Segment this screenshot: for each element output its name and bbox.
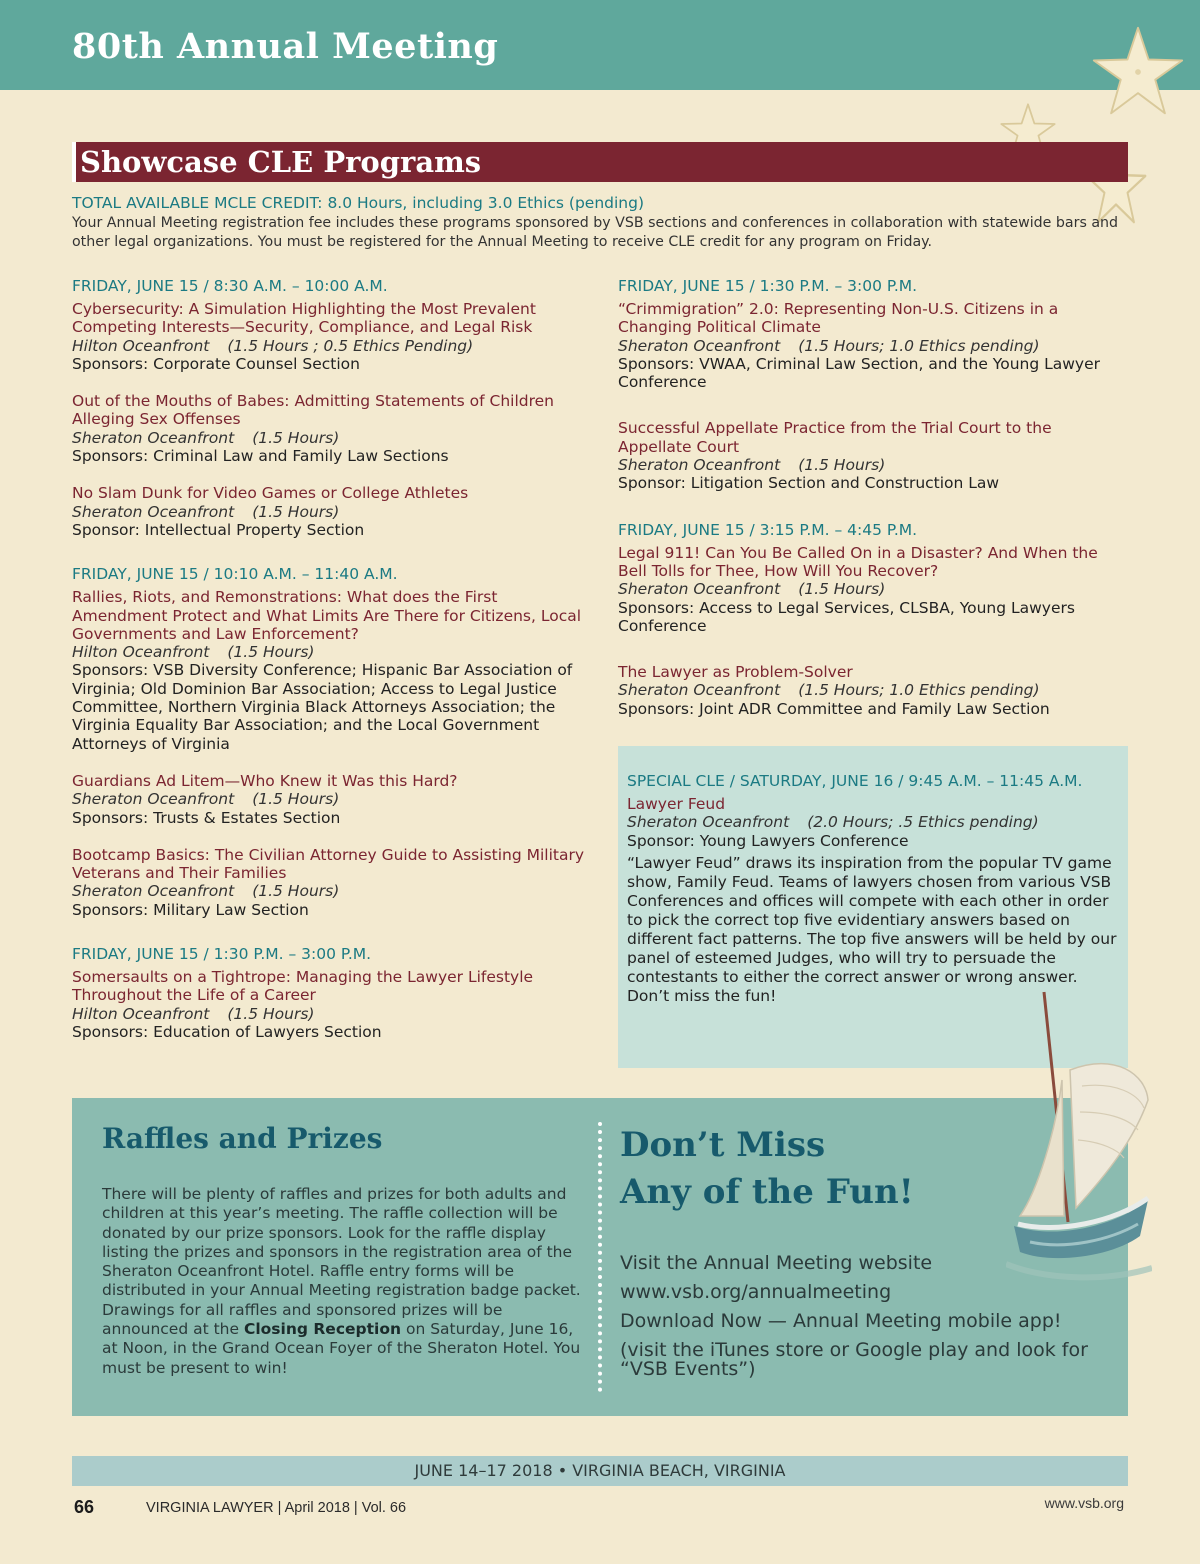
- raffles-title: Raffles and Prizes: [102, 1122, 383, 1155]
- website-label: Visit the Annual Meeting website: [620, 1252, 933, 1274]
- credit-hours: (1.5 Hours ; 0.5 Ethics Pending): [227, 336, 474, 355]
- credit-hours: (2.0 Hours; .5 Ethics pending): [807, 813, 1039, 832]
- session-item: [627, 795, 1119, 850]
- session-title: Out of the Mouths of Babes: Admitting Statements of Children Alleging Sex Offenses: [72, 392, 554, 429]
- credit-total: TOTAL AVAILABLE MCLE CREDIT: 8.0 Hours, including 3.0 Ethics (pending): [72, 194, 645, 212]
- session-item: [72, 588, 592, 753]
- fun-title-line: Any of the Fun!: [620, 1172, 914, 1212]
- session-sponsors: Sponsors: Criminal Law and Family Law Sections: [72, 447, 449, 466]
- venue: Sheraton Oceanfront: [72, 502, 235, 521]
- fun-title-line: Don’t Miss: [620, 1125, 826, 1165]
- app-store-note: (visit the iTunes store or Google play and look for “VSB Events”): [620, 1339, 1088, 1380]
- publication-info: VIRGINIA LAWYER | April 2018 | Vol. 66: [146, 1500, 407, 1516]
- session-sponsors: Sponsor: Young Lawyers Conference: [627, 831, 909, 850]
- session-sponsors: Sponsor: Intellectual Property Section: [72, 520, 365, 539]
- divider: [598, 1122, 602, 1392]
- section-title-bar: [72, 142, 1128, 182]
- top-banner: [0, 0, 1200, 90]
- venue: Hilton Oceanfront: [72, 643, 210, 662]
- section-title: Showcase CLE Programs: [80, 145, 482, 179]
- session-item: [72, 772, 592, 827]
- session-location: [627, 813, 1119, 831]
- sailboat-icon: [1006, 990, 1152, 1290]
- credit-hours: (1.5 Hours): [252, 882, 340, 901]
- session-item: [618, 544, 1128, 635]
- session-description: “Lawyer Feud” draws its inspiration from the popular TV game show, Family Feud. Teams of lawyers chosen from various VSB Conferences and offices will compete with each other in order to pick the correct top five evidentiary answers based on different fact patterns. The top five answers will be held by our panel of esteemed Judges, who will try to persuade the contestants to either the correct answer or wrong answer.: [627, 853, 1117, 986]
- raffles-text: [102, 1185, 582, 1378]
- time-heading: FRIDAY, JUNE 15 / 1:30 P.M. – 3:00 P.M.: [72, 945, 372, 964]
- right-column: [618, 277, 1128, 718]
- session-title: “Crimmigration” 2.0: Representing Non-U.S. Citizens in a Changing Political Climate: [618, 300, 1059, 337]
- venue: Sheraton Oceanfront: [627, 813, 790, 832]
- fun-title: [620, 1122, 914, 1216]
- venue: Sheraton Oceanfront: [618, 580, 781, 599]
- session-title: Somersaults on a Tightrope: Managing the Lawyer Lifestyle Throughout the Life of a Career: [72, 968, 534, 1005]
- session-sponsors: Sponsors: VSB Diversity Conference; Hispanic Bar Association of Virginia; Old Dominion Bar Association; Access to Legal Justice Committee, Northern Virginia Black Attorneys Association; the Virginia Equality Bar Association; and the Local Government Attorneys of Virginia: [72, 661, 573, 753]
- session-location: [618, 681, 1128, 699]
- intro-text: Your Annual Meeting registration fee includes these programs sponsored by VSB sections and conferences in collaboration with statewide bars and other legal organizations. You must be registered for the Annual Meeting to receive CLE credit for any program on Friday.: [72, 215, 1119, 250]
- session-title: Cybersecurity: A Simulation Highlighting the Most Prevalent Competing Interests—Security, Compliance, and Legal Risk: [72, 300, 536, 337]
- time-heading: FRIDAY, JUNE 15 / 8:30 A.M. – 10:00 A.M.: [72, 277, 388, 295]
- credit-hours: (1.5 Hours; 1.0 Ethics pending): [798, 681, 1040, 700]
- credit-hours: (1.5 Hours): [798, 456, 886, 475]
- session-location: [72, 1005, 592, 1023]
- event-dates-bar: JUNE 14–17 2018 • VIRGINIA BEACH, VIRGINIA: [72, 1456, 1128, 1486]
- time-heading: SPECIAL CLE / SATURDAY, JUNE 16 / 9:45 A.M. – 11:45 A.M.: [627, 772, 1083, 790]
- credit-hours: (1.5 Hours; 1.0 Ethics pending): [798, 336, 1040, 355]
- credit-hours: (1.5 Hours): [252, 428, 340, 447]
- session-item: [72, 300, 592, 373]
- venue: Hilton Oceanfront: [72, 1004, 210, 1023]
- session-location: [72, 790, 592, 808]
- time-heading: FRIDAY, JUNE 15 / 3:15 P.M. – 4:45 P.M.: [618, 520, 918, 539]
- session-title: Lawyer Feud: [627, 795, 726, 813]
- raffles-text-start: There will be plenty of raffles and prizes for both adults and children at this year’s meeting. The raffle collection will be donated by our prize sponsors. Look for the raffle display listing the prizes and sponsors in the registration area of the Sheraton Oceanfront Hotel. Raffle entry forms will be distributed in your Annual Meeting registration badge packet. Drawings for all raffles and sponsored prizes will be announced at the: [102, 1185, 581, 1339]
- session-location: [72, 503, 592, 521]
- session-sponsors: Sponsors: Access to Legal Services, CLSBA, Young Lawyers Conference: [618, 598, 1075, 635]
- session-location: [72, 429, 592, 447]
- session-location: [618, 580, 1128, 598]
- session-item: [618, 663, 1128, 718]
- session-sponsors: Sponsors: Military Law Section: [72, 900, 309, 919]
- venue: Sheraton Oceanfront: [618, 681, 781, 700]
- credit-hours: (1.5 Hours): [252, 502, 340, 521]
- session-location: [618, 337, 1128, 355]
- venue: Sheraton Oceanfront: [72, 790, 235, 809]
- venue: Hilton Oceanfront: [72, 336, 210, 355]
- session-location: [618, 456, 1128, 474]
- session-title: Legal 911! Can You Be Called On in a Disaster? And When the Bell Tolls for Thee, How Will You Recover?: [618, 543, 1098, 580]
- left-column: [72, 277, 592, 1041]
- closing-reception-label: Closing Reception: [243, 1320, 402, 1339]
- session-title: No Slam Dunk for Video Games or College Athletes: [72, 484, 469, 503]
- session-title: Successful Appellate Practice from the Trial Court to the Appellate Court: [618, 419, 1052, 456]
- session-location: [72, 337, 592, 355]
- session-location: [72, 882, 592, 900]
- app-download: Download Now — Annual Meeting mobile app!: [620, 1310, 1062, 1332]
- time-heading: FRIDAY, JUNE 15 / 10:10 A.M. – 11:40 A.M.: [72, 565, 398, 584]
- session-title: Rallies, Riots, and Remonstrations: What does the First Amendment Protect and What Limits Are There for Citizens, Local Governments and Law Enforcement?: [72, 588, 582, 643]
- page-title: 80th Annual Meeting: [72, 26, 499, 67]
- credit-hours: (1.5 Hours): [227, 1004, 315, 1023]
- venue: Sheraton Oceanfront: [72, 882, 235, 901]
- venue: Sheraton Oceanfront: [618, 336, 781, 355]
- session-title: Bootcamp Basics: The Civilian Attorney Guide to Assisting Military Veterans and Their Families: [72, 845, 585, 883]
- session-closing: Don’t miss the fun!: [627, 986, 777, 1005]
- session-sponsors: Sponsors: Trusts & Estates Section: [72, 808, 341, 827]
- session-item: [72, 846, 592, 919]
- session-title: The Lawyer as Problem-Solver: [618, 663, 853, 682]
- credit-hours: (1.5 Hours): [227, 643, 315, 662]
- session-item: [618, 300, 1128, 391]
- credit-hours: (1.5 Hours): [252, 790, 340, 809]
- raffles-text-end: on Saturday, June 16, at Noon, in the Grand Ocean Foyer of the Sheraton Hotel. You must be present to win!: [102, 1320, 581, 1377]
- page-number: 66: [74, 1497, 95, 1517]
- session-item: [72, 968, 592, 1041]
- footer-url[interactable]: www.vsb.org: [1044, 1495, 1124, 1511]
- session-sponsors: Sponsor: Litigation Section and Construction Law: [618, 474, 1000, 493]
- credit-hours: (1.5 Hours): [798, 580, 886, 599]
- session-sponsors: Sponsors: VWAA, Criminal Law Section, and the Young Lawyer Conference: [618, 354, 1101, 392]
- session-item: [618, 419, 1128, 492]
- raffles-box: [72, 1098, 1128, 1416]
- starfish-icon: [1088, 24, 1188, 120]
- session-sponsors: Sponsors: Education of Lawyers Section: [72, 1022, 382, 1041]
- session-location: [72, 643, 592, 661]
- session-item: [72, 392, 592, 465]
- website-link[interactable]: www.vsb.org/annualmeeting: [620, 1281, 892, 1303]
- session-title: Guardians Ad Litem—Who Knew it Was this Hard?: [72, 771, 458, 790]
- venue: Sheraton Oceanfront: [72, 428, 235, 447]
- session-sponsors: Sponsors: Corporate Counsel Section: [72, 354, 360, 373]
- session-sponsors: Sponsors: Joint ADR Committee and Family Law Section: [618, 699, 1050, 718]
- time-heading: FRIDAY, JUNE 15 / 1:30 P.M. – 3:00 P.M.: [618, 277, 918, 295]
- session-item: [72, 484, 592, 539]
- venue: Sheraton Oceanfront: [618, 456, 781, 475]
